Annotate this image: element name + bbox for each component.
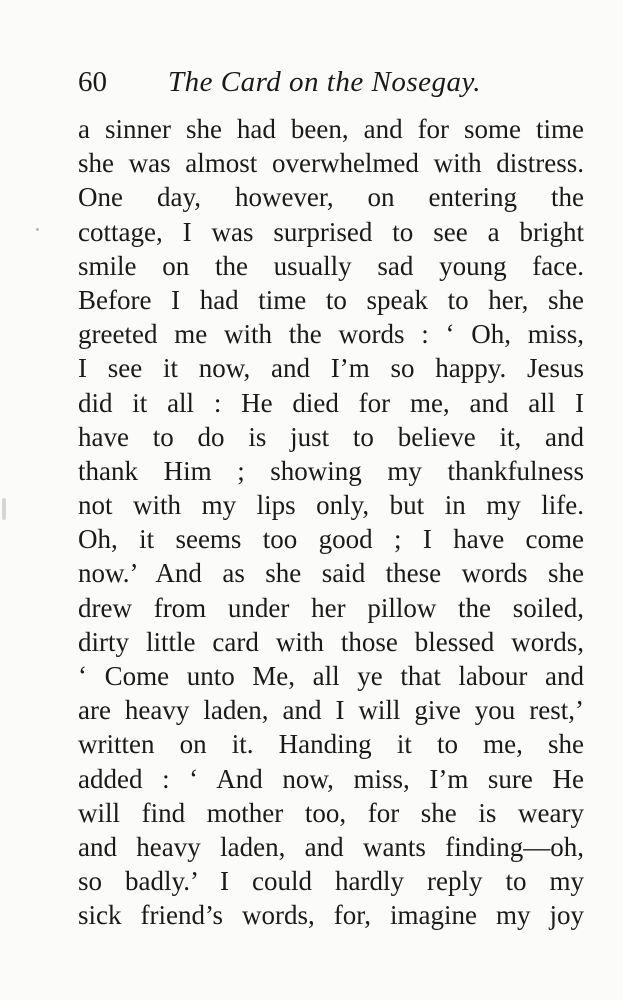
text-line: greeted me with the words : ‘ Oh, miss,: [78, 319, 584, 350]
paper-speck: [36, 228, 39, 231]
text-line: cottage, I was surprised to see a bright: [78, 216, 584, 247]
paper-speck: [2, 498, 6, 520]
text-line: dirty little card with those blessed words,: [78, 626, 584, 657]
text-line: Before I had time to speak to her, she: [78, 284, 584, 315]
text-line: written on it. Handing it to me, she: [78, 729, 584, 760]
text-line: a sinner she had been, and for some time: [78, 114, 584, 144]
text-line: ‘ Come unto Me, all ye that labour and: [78, 661, 584, 691]
text-line: have to do is just to believe it, and: [78, 421, 584, 452]
text-line: drew from under her pillow the soiled,: [78, 592, 584, 623]
text-line: now.’ And as she said these words she: [78, 558, 584, 589]
text-line: not with my lips only, but in my life.: [78, 490, 584, 521]
text-line: added : ‘ And now, miss, I’m sure He: [78, 763, 584, 794]
running-title: The Card on the Nosegay.: [168, 66, 482, 98]
page-number: 60: [78, 66, 107, 98]
text-line: and heavy laden, and wants finding—oh,: [78, 831, 584, 862]
text-line: Oh, it seems too good ; I have come: [78, 524, 584, 555]
body-text: [78, 112, 584, 933]
text-line: I see it now, and I’m so happy. Jesus: [78, 353, 584, 384]
text-line: will find mother too, for she is weary: [78, 797, 584, 828]
text-line: she was almost overwhelmed with distress.: [78, 148, 584, 179]
text-line: did it all : He died for me, and all I: [78, 387, 584, 418]
text-line: thank Him ; showing my thankfulness: [78, 455, 584, 486]
running-head: [78, 62, 586, 102]
text-line: One day, however, on entering the: [78, 182, 584, 213]
text-line: sick friend’s words, for, imagine my joy: [78, 900, 584, 931]
text-line: are heavy laden, and I will give you rest,’: [78, 695, 584, 726]
text-line: smile on the usually sad young face.: [78, 250, 584, 281]
text-line: so badly.’ I could hardly reply to my: [78, 866, 584, 897]
